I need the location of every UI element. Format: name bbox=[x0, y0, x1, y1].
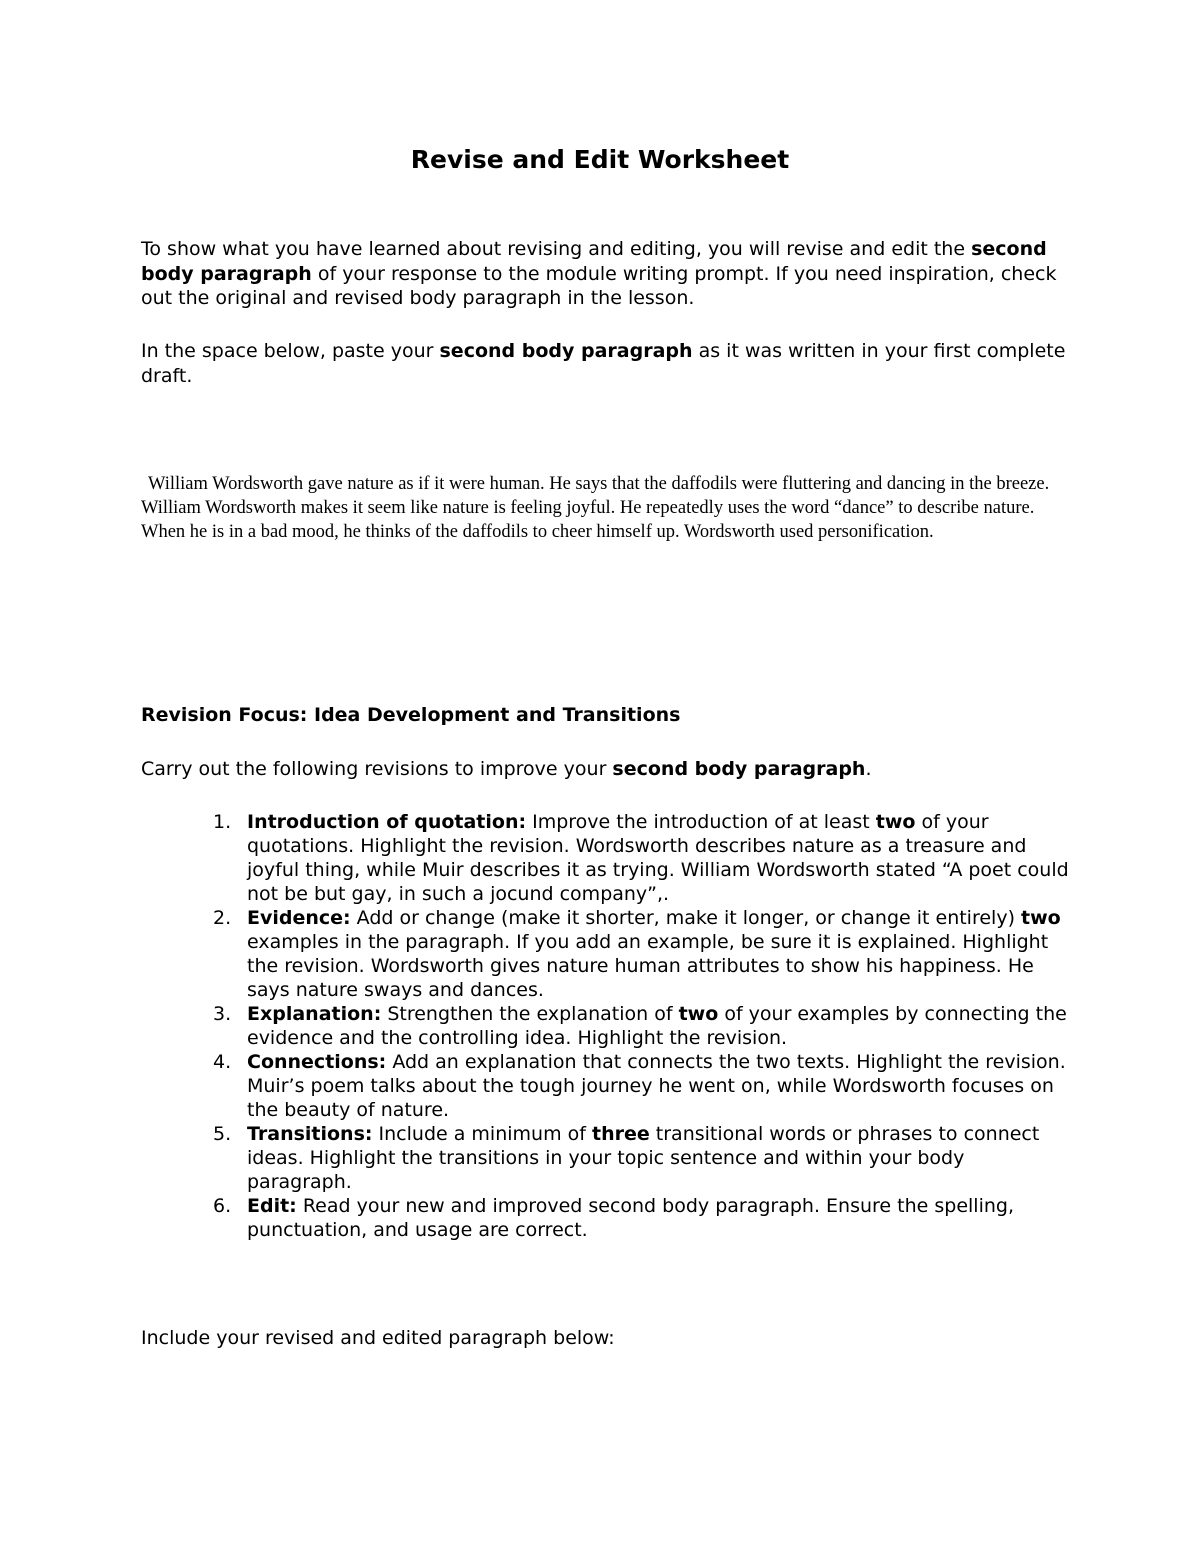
list-item-number: 2. bbox=[213, 907, 232, 929]
list-item-text: Include a minimum of bbox=[372, 1123, 592, 1145]
list-item-number: 6. bbox=[213, 1195, 232, 1217]
list-item-text: Improve the introduction of at least bbox=[526, 811, 876, 833]
list-item-text: Add or change (make it shorter, make it longer, or change it entirely) bbox=[350, 907, 1022, 929]
list-item-text: examples in the paragraph. If you add an example, be sure it is explained. Highlight the revision. Wordsworth gives nature human attributes to show his happiness. He says nature sways and dances. bbox=[247, 931, 1049, 1001]
list-item bbox=[141, 906, 1071, 1002]
intro-text-1: To show what you have learned about revising and editing, you will revise and edit the bbox=[141, 238, 972, 260]
carry-out-bold: second body paragraph bbox=[612, 758, 866, 780]
list-item-label: Connections: bbox=[247, 1051, 387, 1073]
list-item-label: Explanation: bbox=[247, 1003, 382, 1025]
list-item-text: of your quotations. Highlight the revision. Wordsworth describes nature as a treasure and joyful thing, while Muir describes it as trying. William Wordsworth stated “A poet could not be but gay, in such a jocund company”,. bbox=[247, 811, 1069, 905]
intro-paragraph bbox=[141, 237, 1071, 311]
list-item bbox=[141, 1002, 1071, 1050]
list-item-emphasis: two bbox=[875, 811, 916, 833]
draft-paragraph: William Wordsworth gave nature as if it were human. He says that the daffodils were fluttering and dancing in the breeze. William Wordsworth makes it seem like nature is feeling joyful. He repeatedly uses the word “dance” to describe nature. When he is in a bad mood, he thinks of the daffodils to cheer himself up. Wordsworth used personification. bbox=[141, 474, 1050, 543]
list-item-number: 3. bbox=[213, 1003, 232, 1025]
revision-steps-list bbox=[141, 810, 1071, 1242]
carry-out-text-2: . bbox=[865, 758, 872, 780]
list-item bbox=[141, 1122, 1071, 1194]
list-item-text: of your examples by connecting the evidence and the controlling idea. Highlight the revision. bbox=[247, 1003, 1067, 1049]
paste-instruction bbox=[141, 339, 1071, 388]
list-item bbox=[141, 1050, 1071, 1122]
list-item bbox=[141, 1194, 1071, 1242]
carry-out-text-1: Carry out the following revisions to improve your bbox=[141, 758, 613, 780]
list-item-number: 1. bbox=[213, 811, 232, 833]
list-item-label: Transitions: bbox=[247, 1123, 373, 1145]
list-item-text: Add an explanation that connects the two texts. Highlight the revision. Muir’s poem talks about the tough journey he went on, while Wordsworth focuses on the beauty of nature. bbox=[247, 1051, 1066, 1121]
list-item-emphasis: three bbox=[591, 1123, 650, 1145]
page-title: Revise and Edit Worksheet bbox=[410, 145, 790, 174]
list-item-label: Evidence: bbox=[247, 907, 351, 929]
paste-text-1: In the space below, paste your bbox=[141, 340, 440, 362]
carry-out-instruction bbox=[141, 757, 1071, 782]
paste-text-2: as it was written in your first complete draft. bbox=[141, 340, 1066, 387]
revision-focus-heading: Revision Focus: Idea Development and Transitions bbox=[141, 704, 681, 726]
list-item-label: Edit: bbox=[247, 1195, 297, 1217]
list-item-text: Read your new and improved second body paragraph. Ensure the spelling, punctuation, and usage are correct. bbox=[247, 1195, 1015, 1241]
list-item-number: 4. bbox=[213, 1051, 232, 1073]
list-item-label: Introduction of quotation: bbox=[247, 811, 527, 833]
list-item-text: transitional words or phrases to connect ideas. Highlight the transitions in your topic sentence and within your body paragraph. bbox=[247, 1123, 1040, 1193]
list-item-number: 5. bbox=[213, 1123, 232, 1145]
list-item bbox=[141, 810, 1071, 906]
closing-instruction: Include your revised and edited paragraph below: bbox=[141, 1327, 615, 1349]
paste-bold: second body paragraph bbox=[439, 340, 693, 362]
list-item-emphasis: two bbox=[678, 1003, 719, 1025]
intro-text-2: of your response to the module writing prompt. If you need inspiration, check out the original and revised body paragraph in the lesson. bbox=[141, 262, 1057, 309]
list-item-emphasis: two bbox=[1021, 907, 1061, 929]
intro-bold: second body paragraph bbox=[141, 238, 1047, 285]
list-item-text: Strengthen the explanation of bbox=[381, 1003, 679, 1025]
